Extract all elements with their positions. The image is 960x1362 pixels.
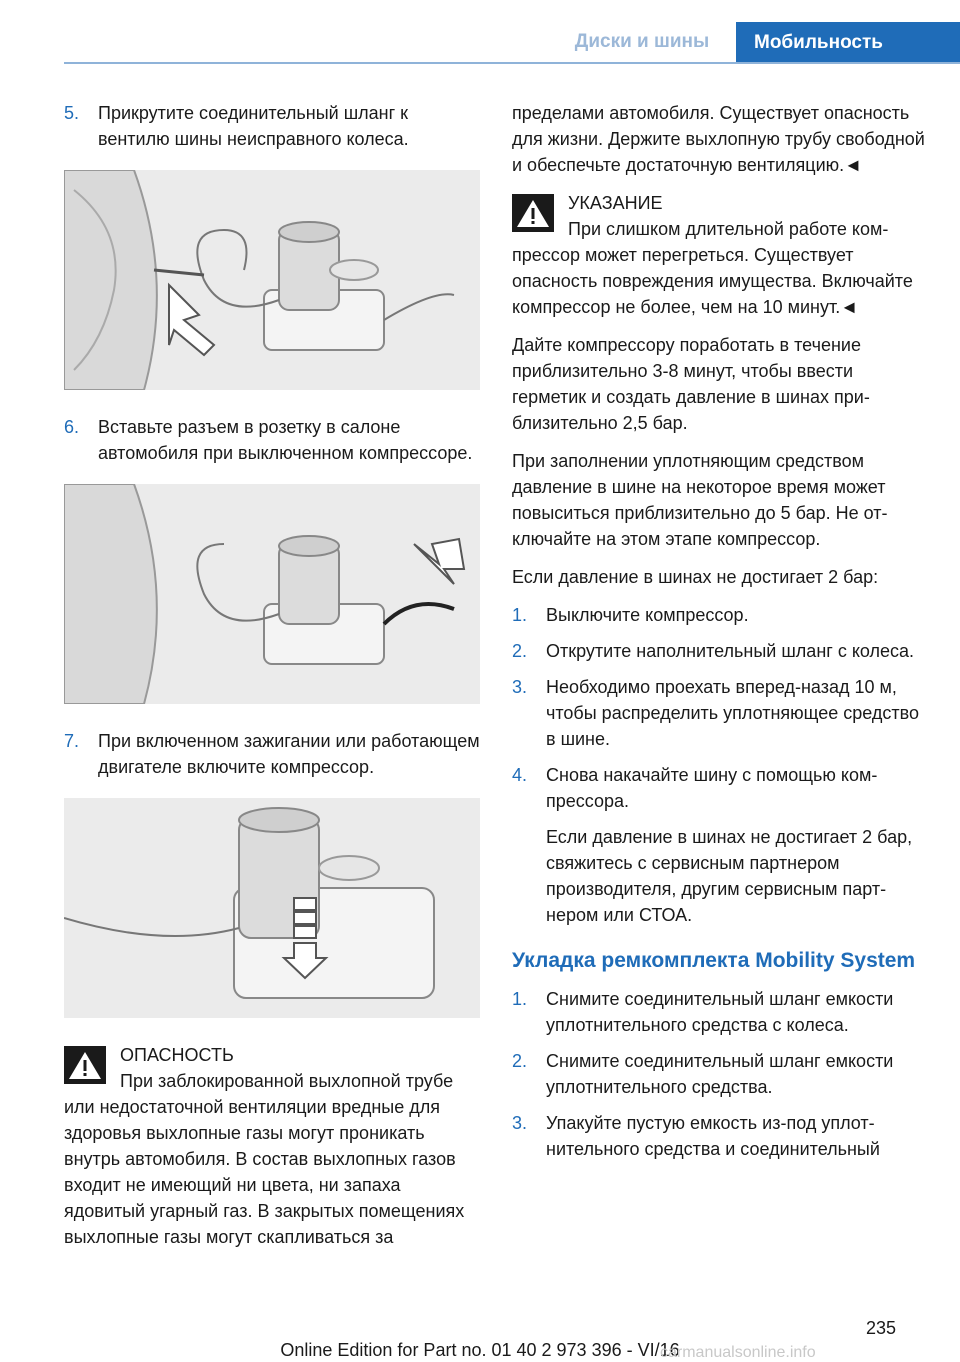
step-text: Снимите соединительный шланг емкости уплотнительного средства с колеса. xyxy=(546,989,894,1035)
warning-triangle-icon xyxy=(512,194,554,232)
step-text: Необходимо проехать вперед-назад 10 м, чтобы распределить уплотняющее средство в шине. xyxy=(546,677,920,749)
step-text: Открутите наполнительный шланг с колеса. xyxy=(546,641,915,661)
step-number: 2. xyxy=(512,641,528,661)
list1-item xyxy=(512,762,928,814)
left-column xyxy=(64,100,480,1262)
header-divider xyxy=(64,62,960,64)
step-number: 2. xyxy=(512,1051,528,1071)
step-text: Упакуйте пустую емкость из-под уплотнительного средства и соединительный xyxy=(546,1113,880,1159)
paragraph-if-low: Если давление в шинах не достигает 2 бар: xyxy=(512,567,879,587)
list2-item xyxy=(512,1048,928,1100)
list2-item xyxy=(512,1110,928,1162)
list1-extra-note: Если давление в шинах не достигает 2 бар, свяжитесь с сервисным партнером производителя, другим сервисным партнером или СТОА. xyxy=(546,827,913,925)
paragraph-pressure-rise: При заполнении уплотняющим средством давление в шине на некоторое время может повыситься приблизительно до 5 бар. Не отключайте на этом этапе компрессор. xyxy=(512,451,888,549)
list1-item xyxy=(512,602,928,628)
edition-footer: Online Edition for Part no. 01 40 2 973 396 - VI/16 xyxy=(280,1340,680,1360)
list2-item xyxy=(512,986,928,1038)
note-warning xyxy=(512,190,928,320)
danger-continuation: пределами автомобиля. Существует опасность для жизни. Держите выхлопную трубу свободной и обеспечьте достаточную вентиляцию.◄ xyxy=(512,103,925,175)
figure-hose-to-valve xyxy=(64,170,480,390)
step-number: 3. xyxy=(512,1113,528,1133)
note-title: УКАЗАНИЕ xyxy=(568,193,663,213)
step-5 xyxy=(64,100,480,152)
step-number: 4. xyxy=(512,765,528,785)
header-section-tab[interactable]: Диски и шины xyxy=(574,31,710,52)
figure-plug-socket xyxy=(64,484,480,704)
right-column xyxy=(512,100,928,1172)
danger-text: При заблокированной выхлопной трубе или недостаточной вентиляции вредные для здоровья выхлопные газы могут проникать внутрь автомобиля. В состав выхлопных газов входит не имеющий ни цвета, ни запаха ядовитый угарный газ. В закрытых помещениях выхлопные газы могут скапливаться за xyxy=(64,1071,465,1247)
figure-compressor-switch xyxy=(64,798,480,1018)
step-text: Выключите компрессор. xyxy=(546,605,749,625)
danger-title: ОПАСНОСТЬ xyxy=(120,1045,234,1065)
step-text: При включенном зажигании или работающем двигателе включите компрессор. xyxy=(98,731,480,777)
watermark: carmanualsonline.info xyxy=(660,1344,816,1361)
step-number: 6. xyxy=(64,417,80,437)
paragraph-run-time: Дайте компрессору поработать в течение приблизительно 3-8 минут, чтобы ввести герметик и создать давление в шинах приблизительно 2,5 бар. xyxy=(512,335,870,433)
header-chapter-tab[interactable]: Мобильность xyxy=(736,22,960,64)
step-text: Снимите соединительный шланг емкости уплотнительного средства. xyxy=(546,1051,894,1097)
step-number: 7. xyxy=(64,731,80,751)
step-6 xyxy=(64,414,480,466)
list1-item xyxy=(512,674,928,752)
warning-triangle-icon xyxy=(64,1046,106,1084)
step-number: 3. xyxy=(512,677,528,697)
step-text: Вставьте разъем в розетку в салоне автомобиля при выключенном компрессоре. xyxy=(98,417,473,463)
step-number: 1. xyxy=(512,989,528,1009)
danger-warning xyxy=(64,1042,480,1250)
step-number: 5. xyxy=(64,103,80,123)
step-text: Прикрутите соединительный шланг к вентилю шины неисправного колеса. xyxy=(98,103,409,149)
step-number: 1. xyxy=(512,605,528,625)
note-text: При слишком длительной работе компрессор может перегреться. Существует опасность повреждения имущества. Включайте компрессор не более, чем на 10 минут.◄ xyxy=(512,219,913,317)
list1-item xyxy=(512,638,928,664)
step-7 xyxy=(64,728,480,780)
section-heading: Укладка ремкомплекта Mobility System xyxy=(512,949,916,972)
step-text: Снова накачайте шину с помощью компрессора. xyxy=(546,765,878,811)
page-number: 235 xyxy=(865,1318,896,1338)
